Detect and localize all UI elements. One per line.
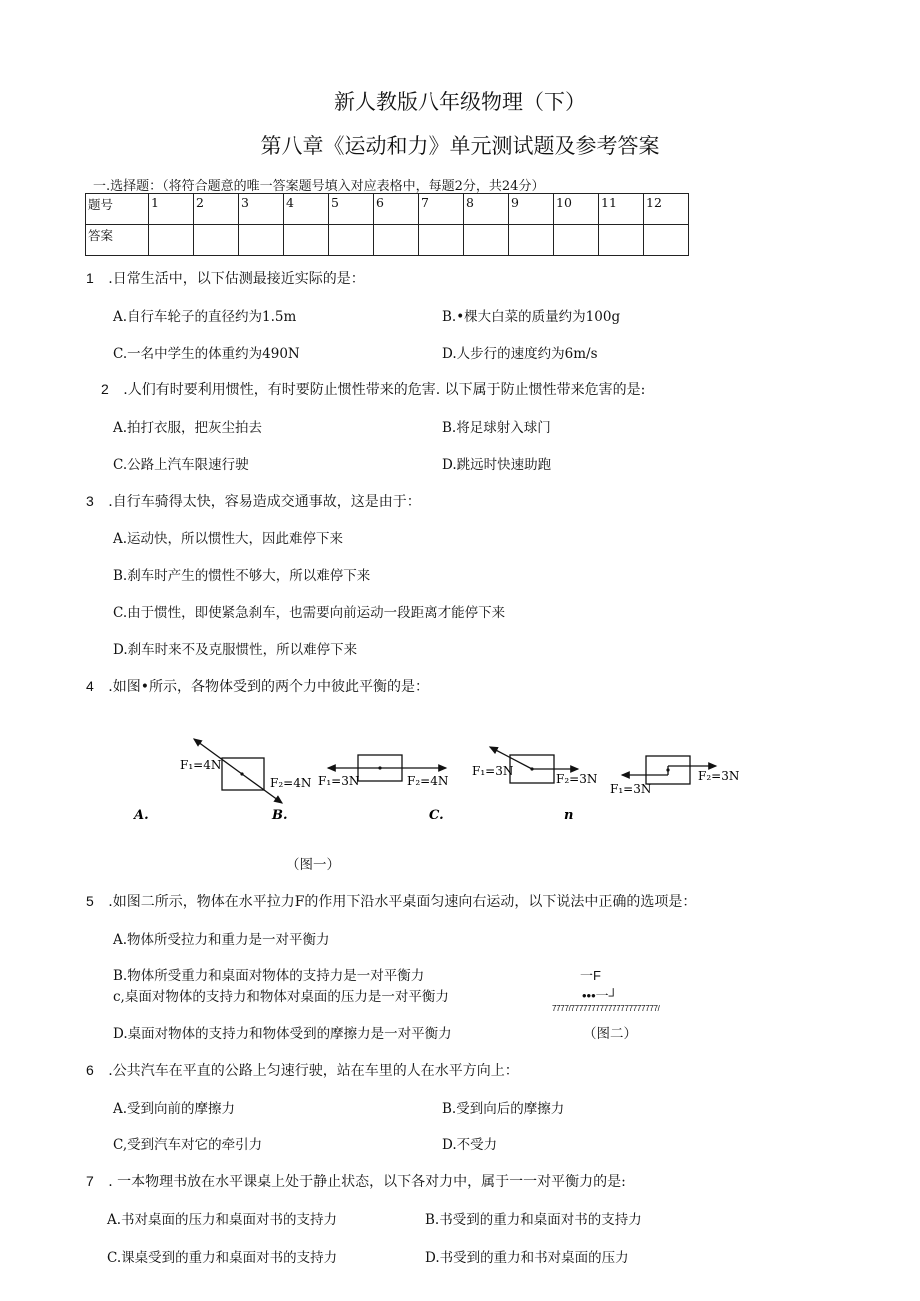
answer-cell[interactable] [599,225,644,256]
question-6 [86,1060,519,1080]
option-b: B.受到向后的摩擦力 [442,1101,565,1117]
force-label: F₂=3N [556,772,598,786]
table-cell: 12 [644,194,689,225]
figure-2-force-label: 一F [580,968,601,983]
option-c: C,受到汽车对它的牵引力 [113,1137,263,1153]
table-cell: 2 [194,194,239,225]
answer-cell[interactable] [509,225,554,256]
figure-panel-d [564,756,739,823]
question-1 [86,268,365,288]
figure-1-caption: （图一） [286,857,340,873]
option-a: A.运动快，所以惯性大，因此难停下来 [113,531,344,547]
option-c: C.由于惯性，即使紧急刹车，也需要向前运动一段距离才能停下来 [113,605,506,621]
document-subtitle: 第八章《运动和力》单元测试题及参考答案 [260,134,660,158]
option-d: D.桌面对物体的支持力和物体受到的摩擦力是一对平衡力 [113,1026,452,1042]
question-7 [86,1171,626,1191]
table-row [86,194,689,225]
option-c: C.公路上汽车限速行驶 [113,457,249,473]
answer-cell[interactable] [644,225,689,256]
question-stem: .公共汽车在平直的公路上匀速行驶，站在车里的人在水平方向上： [108,1063,519,1079]
question-number: 6 [86,1062,94,1078]
table-row-label: 题号 [86,194,149,225]
panel-label: B. [272,808,288,823]
answer-cell[interactable] [149,225,194,256]
figure-2-ground: 7777/777777777777777777777/ [552,1004,660,1013]
panel-label: A. [134,808,149,823]
question-stem: .日常生活中，以下估测最接近实际的是： [108,271,365,287]
option-c: c,桌面对物体的支持力和物体对桌面的压力是一对平衡力 [113,989,449,1005]
table-cell: 8 [464,194,509,225]
option-b: B.书受到的重力和桌面对书的支持力 [425,1212,642,1228]
option-d: D.人步行的速度约为6m/s [442,346,598,362]
question-stem: .如图二所示，物体在水平拉力F的作用下沿水平桌面匀速向右运动，以下说法中正确的选项是： [108,894,697,910]
question-number: 1 [86,270,94,286]
table-cell: 5 [329,194,374,225]
panel-label: n [564,808,574,823]
force-label: F₁=3N [318,774,360,788]
answer-cell[interactable] [329,225,374,256]
force-label: F₁=4N [180,758,222,772]
table-cell: 4 [284,194,329,225]
answer-cell[interactable] [284,225,329,256]
answer-cell[interactable] [374,225,419,256]
option-b: B.将足球射入球门 [442,420,551,436]
figure-1-diagram [120,725,760,835]
question-number: 7 [86,1173,94,1189]
table-cell: 9 [509,194,554,225]
option-b: B.•棵大白菜的质量约为100g [442,309,621,325]
panel-label: C. [429,808,444,823]
option-a: A.受到向前的摩擦力 [113,1101,236,1117]
table-cell: 1 [149,194,194,225]
figure-2-block: •••一┘ [582,988,618,1003]
answer-cell[interactable] [239,225,284,256]
answer-cell[interactable] [464,225,509,256]
option-b: B.物体所受重力和桌面对物体的支持力是一对平衡力 [113,968,425,984]
force-label: F₁=3N [472,764,514,778]
table-row [86,225,689,256]
answer-cell[interactable] [419,225,464,256]
table-cell: 6 [374,194,419,225]
option-b: B.刹车时产生的惯性不够大，所以难停下来 [113,568,371,584]
document-title: 新人教版八年级物理（下） [334,90,586,114]
option-a: A.物体所受拉力和重力是一对平衡力 [113,932,330,948]
question-2 [101,379,645,399]
table-cell: 7 [419,194,464,225]
force-label: F₂=3N [698,769,740,783]
answer-cell[interactable] [194,225,239,256]
question-number: 2 [101,381,109,397]
question-number: 3 [86,493,94,509]
question-number: 4 [86,678,94,694]
table-cell: 11 [599,194,644,225]
answer-table [85,193,689,256]
force-label: F₂=4N [407,774,449,788]
table-cell: 3 [239,194,284,225]
option-c: C.一名中学生的体重约为490N [113,346,300,362]
question-number: 5 [86,893,94,909]
option-d: D.不受力 [442,1137,498,1153]
option-c: C.课桌受到的重力和桌面对书的支持力 [107,1250,338,1266]
answer-cell[interactable] [554,225,599,256]
question-stem: . 一本物理书放在水平课桌上处于静止状态，以下各对力中，属于一一对平衡力的是: [108,1174,626,1190]
question-3 [86,491,421,511]
table-row-label: 答案 [86,225,149,256]
figure-2-caption: （图二） [583,1026,637,1042]
option-a: A.自行车轮子的直径约为1.5m [113,309,297,325]
option-a: A.书对桌面的压力和桌面对书的支持力 [107,1212,338,1228]
table-cell: 10 [554,194,599,225]
question-stem: .自行车骑得太快，容易造成交通事故，这是由于： [108,494,421,510]
question-stem: .如图•所示，各物体受到的两个力中彼此平衡的是： [108,679,429,695]
option-d: D.刹车时来不及克服惯性，所以难停下来 [113,642,358,658]
question-5 [86,891,696,911]
question-4 [86,676,429,696]
force-label: F₂=4N [270,776,312,790]
option-d: D.跳远时快速助跑 [442,457,552,473]
section-heading: 一.选择题：（将符合题意的唯一答案题号填入对应表格中，每题2分，共24分） [93,179,545,194]
question-stem: .人们有时要利用惯性，有时要防止惯性带来的危害. 以下属于防止惯性带来危害的是: [123,382,646,398]
option-d: D.书受到的重力和书对桌面的压力 [425,1250,629,1266]
force-label: F₁=3N [610,782,652,796]
option-a: A.拍打衣服，把灰尘拍去 [113,420,263,436]
